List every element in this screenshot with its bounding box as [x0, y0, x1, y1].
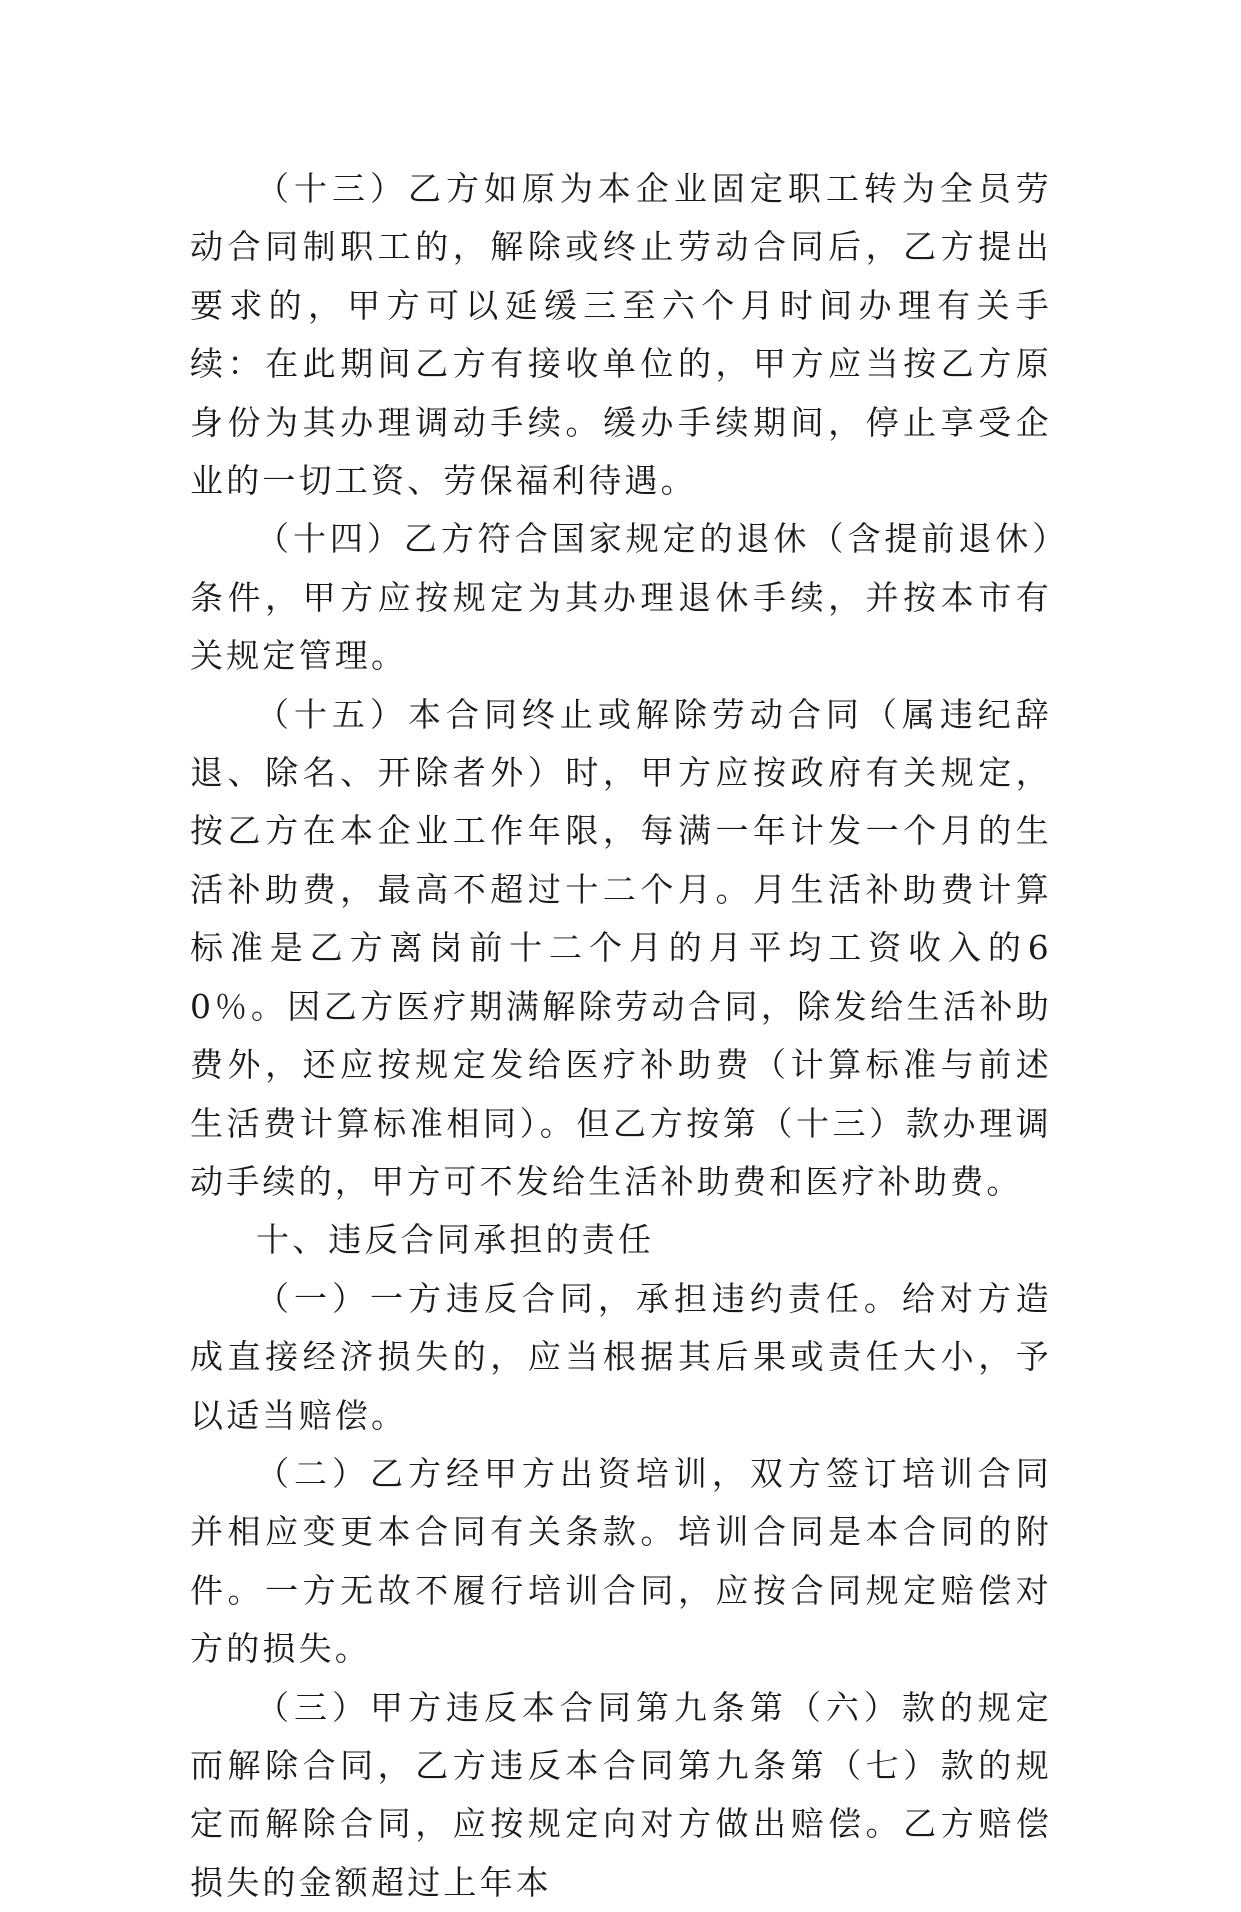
paragraph-clause-14: （十四）乙方符合国家规定的退休（含提前退休）条件，甲方应按规定为其办理退休手续，并按本市有关规定管理。 — [190, 519, 1052, 676]
document-body — [190, 160, 1052, 1912]
paragraph-clause-15: （十五）本合同终止或解除劳动合同（属违纪辞退、除名、开除者外）时，甲方应按政府有关规定，按乙方在本企业工作年限，每满一年计发一个月的生活补助费，最高不超过十二个月。月生活补助费计算标准是乙方离岗前十二个月的月平均工资收入的60％。因乙方医疗期满解除劳动合同，除发给生活补助费外，还应按规定发给医疗补助费（计算标准与前述生活费计算标准相同）。但乙方按第（十三）款办理调动手续的，甲方可不发给生活补助费和医疗补助费。 — [190, 694, 1052, 1201]
paragraph-liability-3: （三）甲方违反本合同第九条第（六）款的规定而解除合同，乙方违反本合同第九条第（七）款的规定而解除合同，应按规定向对方做出赔偿。乙方赔偿损失的金额超过上年本 — [190, 1687, 1052, 1902]
paragraph-liability-1: （一）一方违反合同，承担违约责任。给对方造成直接经济损失的，应当根据其后果或责任大小，予以适当赔偿。 — [190, 1278, 1052, 1435]
paragraph-liability-2: （二）乙方经甲方出资培训，双方签订培训合同并相应变更本合同有关条款。培训合同是本合同的附件。一方无故不履行培训合同，应按合同规定赔偿对方的损失。 — [190, 1453, 1052, 1669]
section-heading-liability: 十、违反合同承担的责任 — [256, 1220, 655, 1260]
paragraph-clause-13: （十三）乙方如原为本企业固定职工转为全员劳动合同制职工的，解除或终止劳动合同后，乙方提出要求的，甲方可以延缓三至六个月时间办理有关手续：在此期间乙方有接收单位的，甲方应当按乙方原身份为其办理调动手续。缓办手续期间，停止享受企业的一切工资、劳保福利待遇。 — [190, 169, 1052, 501]
